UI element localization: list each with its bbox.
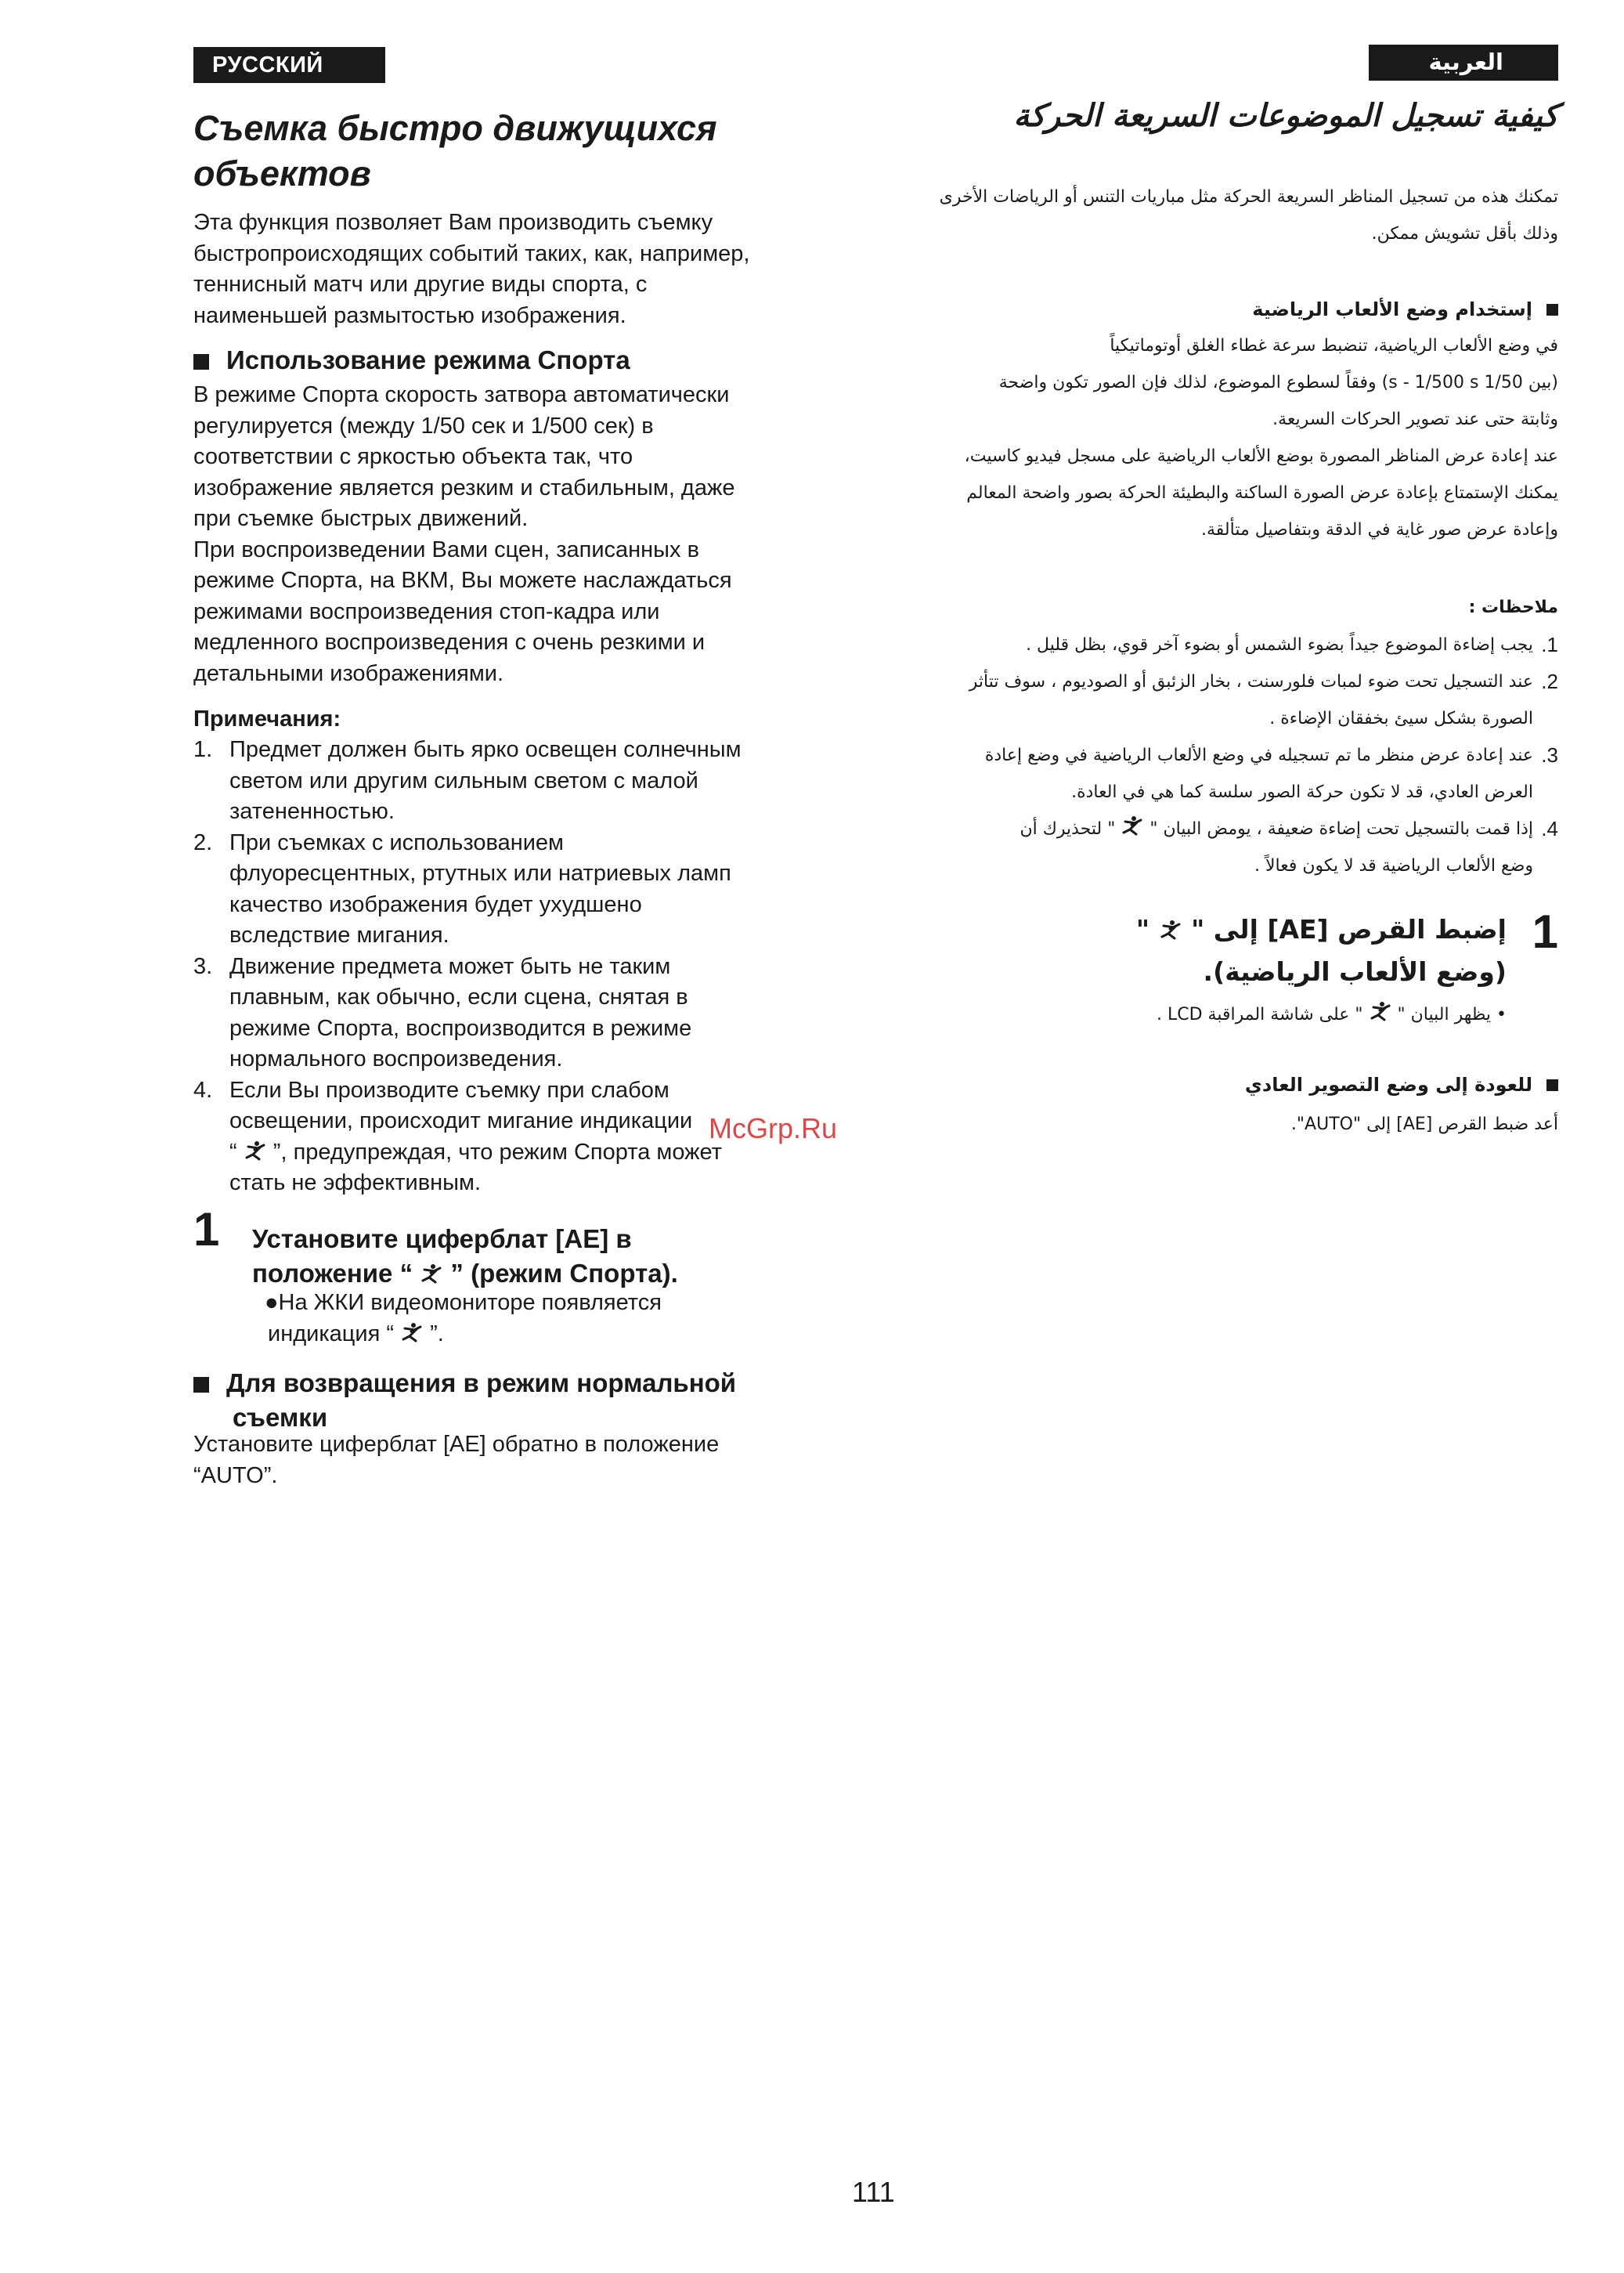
text-fragment: إضبط القرص [AE] إلى " [1191, 914, 1507, 945]
list-item [193, 735, 820, 828]
text-line: светом или другим сильным светом с малой [229, 768, 698, 793]
ru-return-paragraph [193, 1429, 820, 1491]
text-fragment: ” (режим Спорта). [450, 1259, 678, 1288]
ar-return-heading [869, 1067, 1558, 1103]
text-line: يمكنك الإستمتاع بإعادة عرض الصورة الساكنة والبطيئة الحركة بصور واضحة المعالم [966, 483, 1558, 503]
text-line: соответствии с яркостью объекта так, что [193, 444, 633, 469]
ar-page-title: كيفية تسجيل الموضوعات السريعة الحركة [1013, 98, 1558, 134]
ru-intro-paragraph [193, 208, 820, 331]
text-line: عند إعادة عرض منظر ما تم تسجيله في وضع الألعاب الرياضية في وضع إعادة [984, 746, 1533, 765]
text-line: Предмет должен быть ярко освещен солнечным [229, 737, 742, 762]
text-fragment: “ [229, 1139, 237, 1165]
text-line: изображение является резким и стабильным, даже [193, 475, 735, 500]
text-line [911, 909, 1507, 951]
text-fragment: " على شاشة المراقبة LCD . [1157, 1005, 1363, 1024]
text-line: العرض العادي، قد لا تكون حركة الصور سلسة كما هي في العادة. [1071, 782, 1533, 802]
ar-step-instruction [911, 909, 1507, 993]
ru-step-instruction [252, 1222, 816, 1291]
square-bullet-icon [193, 354, 209, 370]
text-line: при съемке быстрых движений. [193, 506, 529, 531]
text-line: يجب إضاءة الموضوع جيداً بضوء الشمس أو بضوء آخر قوي، بظل قليل . [1026, 635, 1533, 655]
ar-intro-paragraph [869, 179, 1558, 252]
text-line: медленного воспроизведения с очень резкими и [193, 630, 706, 655]
note-number: 2. [193, 829, 213, 855]
sport-mode-icon [1369, 999, 1392, 1023]
text-line: الصورة بشكل سيئ بخفقان الإضاءة . [1269, 709, 1533, 728]
arabic-language-tab: العربية [1369, 45, 1558, 81]
sport-mode-icon [400, 1321, 424, 1344]
note-text [229, 828, 820, 952]
text-line: تمكنك هذه من تسجيل المناظر السريعة الحركة مثل مباريات التنس أو الرياضات الأخرى [939, 187, 1558, 207]
note-number: 3. [193, 953, 213, 979]
note-text [869, 627, 1533, 663]
note-number: 3. [1541, 743, 1558, 767]
text-line: Установите циферблат [AE] обратно в положение [193, 1432, 720, 1457]
sport-mode-icon [420, 1262, 443, 1285]
heading-text: Для возвращения в режим нормальной [226, 1368, 737, 1397]
text-line: режиме Спорта, воспроизводится в режиме [229, 1015, 692, 1041]
text-line: качество изображения будет ухудшено [229, 891, 642, 917]
text-line: регулируется (между 1/50 сек и 1/500 сек) в [193, 413, 654, 439]
watermark: McGrp.Ru [709, 1112, 838, 1144]
note-number: 2. [1541, 670, 1558, 693]
list-item [193, 828, 820, 952]
sport-mode-icon [1159, 918, 1182, 941]
text-line: وإعادة عرض صور غاية في الدقة وبتفاصيل متألقة. [1201, 520, 1558, 540]
text-line: Движение предмета может быть не таким [229, 953, 671, 979]
text-line: عند إعادة عرض المناظر المصورة بوضع الألعاب الرياضية على مسجل فيديو كاسيت، [964, 446, 1558, 466]
text-line: теннисный матч или другие виды спорта, с [193, 272, 648, 297]
ar-sport-heading [869, 291, 1558, 327]
text-line: флуоресцентных, ртутных или натриевых ламп [229, 861, 731, 886]
text-line: (بين 1/50 s - 1/500 s) وفقاً لسطوع الموضوع، لذلك فإن الصور تكون واضحة [998, 373, 1558, 392]
square-bullet-icon [193, 1377, 209, 1393]
text-line: (وضع الألعاب الرياضية). [1203, 956, 1507, 987]
text-line [252, 1256, 816, 1291]
page-number: 111 [852, 2176, 895, 2208]
text-fragment: " لتحذيرك أن [1020, 819, 1116, 839]
ar-step-number: 1 [1532, 905, 1558, 958]
list-item [869, 627, 1558, 663]
text-line: Эта функция позволяет Вам производить съемку [193, 210, 713, 235]
ru-notes-heading: Примечания: [193, 706, 341, 732]
ru-title-line: объектов [193, 154, 371, 193]
text-line: في وضع الألعاب الرياضية، تنضبط سرعة غطاء الغلق أوتوماتيكياً [1110, 336, 1558, 356]
russian-language-tab: РУССКИЙ ЯЗЫК [193, 47, 385, 83]
text-line: режиме Спорта, на ВКМ, Вы можете наслаждаться [193, 568, 732, 593]
note-text [869, 811, 1533, 884]
note-number: 1. [193, 737, 213, 762]
text-line: наименьшей размытостью изображения. [193, 302, 626, 328]
text-line: освещении, происходит мигание индикации [229, 1108, 693, 1133]
ar-notes-list [869, 627, 1558, 884]
text-fragment: ”. [430, 1321, 444, 1346]
text-line: стать не эффективным. [229, 1170, 481, 1195]
note-number: 1. [1541, 633, 1558, 656]
list-item [869, 737, 1558, 811]
text-line [265, 1319, 813, 1350]
text-line: детальными изображениями. [193, 660, 504, 686]
text-line: быстропроисходящих событий таких, как, например, [193, 240, 750, 266]
list-item [869, 811, 1558, 884]
square-bullet-icon [1546, 1079, 1558, 1091]
text-line [869, 811, 1533, 847]
ru-sport-paragraph [193, 380, 820, 689]
note-text [869, 737, 1533, 811]
text-line: Установите циферблат [AE] в [252, 1224, 632, 1253]
text-fragment: ”, предупреждая, что режим Спорта может [272, 1139, 722, 1165]
text-line: вследствие мигания. [229, 923, 449, 948]
heading-text: للعودة إلى وضع التصوير العادي [1244, 1074, 1532, 1096]
text-fragment: " [1135, 914, 1150, 945]
text-line: При съемках с использованием [229, 829, 564, 855]
note-text [229, 735, 820, 828]
text-fragment: индикация “ [268, 1321, 395, 1346]
note-text [869, 663, 1533, 737]
note-number: 4. [1541, 817, 1558, 840]
text-line: وضع الألعاب الرياضية قد لا يكون فعالاً . [1254, 856, 1533, 876]
text-line: режимами воспроизведения стоп-кадра или [193, 598, 660, 624]
ar-sport-paragraph [869, 327, 1558, 548]
sport-mode-icon [244, 1139, 267, 1162]
text-line: затененностью. [229, 799, 395, 824]
note-number: 4. [193, 1077, 213, 1103]
text-line: وذلك بأقل تشويش ممكن. [1371, 224, 1558, 244]
ru-step-bullet [265, 1288, 813, 1350]
text-line: “AUTO”. [193, 1462, 278, 1488]
text-line: нормального воспроизведения. [229, 1046, 563, 1071]
list-item [869, 663, 1558, 737]
ru-step-number: 1 [193, 1203, 220, 1256]
ar-step-bullet [911, 996, 1507, 1033]
ru-return-heading [193, 1366, 820, 1435]
ru-sport-heading [193, 343, 820, 378]
heading-text: إستخدام وضع الألعاب الرياضية [1252, 298, 1532, 320]
text-line: плавным, как обычно, если сцена, снятая в [229, 985, 688, 1010]
text-line: При воспроизведении Вами сцен, записанных в [193, 537, 699, 562]
ru-title-line: Съемка быстро движущихся [193, 108, 717, 148]
text-line: В режиме Спорта скорость затвора автоматически [193, 382, 730, 407]
text-fragment: إذا قمت بالتسجيل تحت إضاءة ضعيفة ، يومض البيان " [1149, 819, 1533, 839]
sport-mode-icon [1121, 814, 1144, 837]
list-item [193, 952, 820, 1075]
text-line [193, 1366, 820, 1400]
text-line: съемки [233, 1403, 328, 1432]
square-bullet-icon [1546, 304, 1558, 316]
heading-text: Использование режима Спорта [226, 345, 630, 374]
text-fragment: • يظهر البيان " [1397, 1005, 1507, 1024]
text-line: وثابتة حتى عند تصوير الحركات السريعة. [1272, 410, 1558, 429]
ar-notes-heading: ملاحظات : [1468, 598, 1558, 617]
text-line: ●На ЖКИ видеомониторе появляется [265, 1290, 662, 1315]
ar-return-paragraph: أعد ضبط القرص [AE] إلى "AUTO". [1290, 1115, 1558, 1134]
note-text [229, 952, 820, 1075]
text-line: Если Вы производите съемку при слабом [229, 1077, 669, 1103]
text-fragment: положение “ [252, 1259, 413, 1288]
ru-page-title [193, 106, 820, 197]
text-line: عند التسجيل تحت ضوء لمبات فلورسنت ، بخار الزئبق أو الصوديوم ، سوف تتأثر [969, 672, 1533, 692]
